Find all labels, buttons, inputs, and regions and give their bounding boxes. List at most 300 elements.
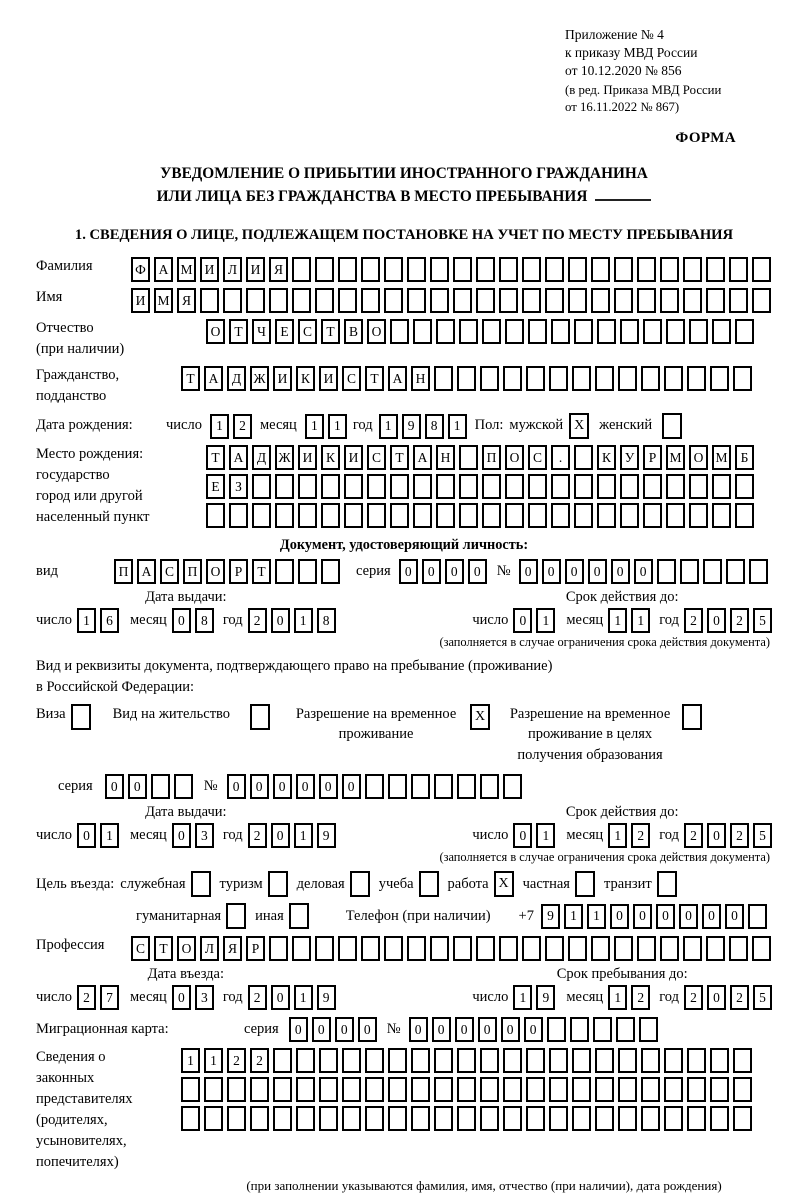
sex-female-checkbox[interactable] — [662, 413, 682, 439]
char-cell[interactable] — [597, 474, 616, 499]
char-cell[interactable] — [549, 1048, 568, 1073]
char-cell[interactable]: 0 — [633, 904, 652, 929]
char-cell[interactable]: 0 — [105, 774, 124, 799]
char-cell[interactable]: 9 — [536, 985, 555, 1010]
char-cell[interactable]: С — [298, 319, 317, 344]
char-cell[interactable]: 0 — [319, 774, 338, 799]
char-cell[interactable]: 0 — [271, 608, 290, 633]
char-cell[interactable]: Ч — [252, 319, 271, 344]
char-cell[interactable]: 2 — [684, 985, 703, 1010]
char-cell[interactable]: 0 — [227, 774, 246, 799]
char-cell[interactable] — [748, 904, 767, 929]
char-cell[interactable]: 8 — [195, 608, 214, 633]
char-cell[interactable] — [390, 319, 409, 344]
char-cell[interactable]: Д — [227, 366, 246, 391]
char-cell[interactable]: К — [321, 445, 340, 470]
char-cell[interactable] — [204, 1077, 223, 1102]
char-cell[interactable] — [367, 474, 386, 499]
char-cell[interactable]: О — [505, 445, 524, 470]
char-cell[interactable] — [618, 1077, 637, 1102]
char-cell[interactable]: 5 — [753, 985, 772, 1010]
char-cell[interactable]: 0 — [289, 1017, 308, 1042]
char-cell[interactable] — [482, 319, 501, 344]
char-cell[interactable] — [570, 1017, 589, 1042]
char-cell[interactable]: Т — [181, 366, 200, 391]
char-cell[interactable]: 0 — [172, 823, 191, 848]
char-cell[interactable]: О — [206, 319, 225, 344]
char-cell[interactable] — [680, 559, 699, 584]
char-cell[interactable] — [342, 1077, 361, 1102]
char-cell[interactable]: И — [131, 288, 150, 313]
char-cell[interactable]: 0 — [725, 904, 744, 929]
char-cell[interactable] — [338, 936, 357, 961]
char-cell[interactable] — [298, 559, 317, 584]
char-cell[interactable] — [292, 288, 311, 313]
char-cell[interactable]: 0 — [77, 823, 96, 848]
char-cell[interactable] — [315, 936, 334, 961]
char-cell[interactable] — [574, 445, 593, 470]
char-cell[interactable]: 1 — [204, 1048, 223, 1073]
char-cell[interactable]: 0 — [273, 774, 292, 799]
char-cell[interactable] — [618, 1048, 637, 1073]
char-cell[interactable]: 0 — [679, 904, 698, 929]
char-cell[interactable]: А — [413, 445, 432, 470]
char-cell[interactable] — [620, 319, 639, 344]
char-cell[interactable] — [683, 936, 702, 961]
char-cell[interactable] — [413, 503, 432, 528]
char-cell[interactable]: С — [342, 366, 361, 391]
char-cell[interactable]: А — [137, 559, 156, 584]
char-cell[interactable] — [591, 936, 610, 961]
char-cell[interactable] — [545, 257, 564, 282]
char-cell[interactable] — [319, 1077, 338, 1102]
char-cell[interactable] — [434, 1077, 453, 1102]
char-cell[interactable] — [726, 559, 745, 584]
char-cell[interactable] — [361, 288, 380, 313]
char-cell[interactable]: 8 — [317, 608, 336, 633]
temporary-residence-education-checkbox[interactable] — [682, 704, 702, 730]
char-cell[interactable]: 0 — [610, 904, 629, 929]
char-cell[interactable]: О — [367, 319, 386, 344]
char-cell[interactable]: 0 — [250, 774, 269, 799]
char-cell[interactable] — [388, 774, 407, 799]
char-cell[interactable] — [549, 1077, 568, 1102]
char-cell[interactable] — [250, 1106, 269, 1131]
char-cell[interactable] — [522, 936, 541, 961]
char-cell[interactable]: П — [114, 559, 133, 584]
char-cell[interactable] — [275, 559, 294, 584]
char-cell[interactable]: И — [298, 445, 317, 470]
char-cell[interactable] — [526, 1106, 545, 1131]
purpose-transit-checkbox[interactable] — [657, 871, 677, 897]
char-cell[interactable] — [595, 1106, 614, 1131]
char-cell[interactable] — [482, 503, 501, 528]
char-cell[interactable] — [643, 474, 662, 499]
char-cell[interactable] — [206, 503, 225, 528]
char-cell[interactable]: 3 — [195, 985, 214, 1010]
char-cell[interactable]: 0 — [296, 774, 315, 799]
char-cell[interactable]: 0 — [501, 1017, 520, 1042]
char-cell[interactable] — [344, 503, 363, 528]
char-cell[interactable] — [503, 366, 522, 391]
char-cell[interactable] — [436, 474, 455, 499]
char-cell[interactable]: 1 — [587, 904, 606, 929]
char-cell[interactable]: 9 — [317, 985, 336, 1010]
char-cell[interactable]: 0 — [565, 559, 584, 584]
char-cell[interactable] — [384, 288, 403, 313]
char-cell[interactable] — [411, 1106, 430, 1131]
char-cell[interactable] — [367, 503, 386, 528]
char-cell[interactable] — [551, 503, 570, 528]
char-cell[interactable] — [689, 319, 708, 344]
char-cell[interactable]: Р — [246, 936, 265, 961]
char-cell[interactable]: 3 — [195, 823, 214, 848]
char-cell[interactable] — [528, 474, 547, 499]
char-cell[interactable] — [480, 1077, 499, 1102]
char-cell[interactable] — [505, 474, 524, 499]
char-cell[interactable] — [434, 1106, 453, 1131]
char-cell[interactable] — [411, 1077, 430, 1102]
char-cell[interactable] — [181, 1077, 200, 1102]
char-cell[interactable]: М — [666, 445, 685, 470]
char-cell[interactable] — [710, 1077, 729, 1102]
char-cell[interactable]: Т — [365, 366, 384, 391]
char-cell[interactable]: Л — [200, 936, 219, 961]
char-cell[interactable]: 2 — [631, 985, 650, 1010]
char-cell[interactable] — [430, 257, 449, 282]
char-cell[interactable]: 0 — [468, 559, 487, 584]
char-cell[interactable] — [365, 1106, 384, 1131]
char-cell[interactable] — [522, 257, 541, 282]
char-cell[interactable]: Ж — [275, 445, 294, 470]
char-cell[interactable] — [660, 288, 679, 313]
char-cell[interactable] — [664, 1077, 683, 1102]
char-cell[interactable] — [572, 1106, 591, 1131]
char-cell[interactable]: 5 — [753, 608, 772, 633]
char-cell[interactable] — [503, 1048, 522, 1073]
char-cell[interactable]: И — [200, 257, 219, 282]
char-cell[interactable] — [664, 1106, 683, 1131]
char-cell[interactable]: Ф — [131, 257, 150, 282]
char-cell[interactable] — [710, 1048, 729, 1073]
char-cell[interactable] — [637, 936, 656, 961]
char-cell[interactable] — [729, 257, 748, 282]
char-cell[interactable] — [735, 319, 754, 344]
char-cell[interactable]: 1 — [294, 823, 313, 848]
char-cell[interactable] — [250, 1077, 269, 1102]
char-cell[interactable]: 0 — [358, 1017, 377, 1042]
char-cell[interactable] — [344, 474, 363, 499]
char-cell[interactable] — [275, 474, 294, 499]
char-cell[interactable]: 2 — [77, 985, 96, 1010]
char-cell[interactable] — [712, 319, 731, 344]
char-cell[interactable] — [390, 503, 409, 528]
char-cell[interactable] — [476, 936, 495, 961]
char-cell[interactable] — [503, 774, 522, 799]
char-cell[interactable] — [390, 474, 409, 499]
char-cell[interactable] — [618, 366, 637, 391]
char-cell[interactable]: 1 — [608, 608, 627, 633]
char-cell[interactable] — [572, 1048, 591, 1073]
purpose-tourism-checkbox[interactable] — [268, 871, 288, 897]
char-cell[interactable]: 0 — [312, 1017, 331, 1042]
char-cell[interactable]: Н — [436, 445, 455, 470]
char-cell[interactable]: 2 — [248, 823, 267, 848]
char-cell[interactable] — [706, 288, 725, 313]
char-cell[interactable]: Т — [321, 319, 340, 344]
char-cell[interactable] — [296, 1106, 315, 1131]
char-cell[interactable] — [660, 936, 679, 961]
char-cell[interactable] — [388, 1048, 407, 1073]
char-cell[interactable]: 0 — [335, 1017, 354, 1042]
char-cell[interactable] — [666, 319, 685, 344]
char-cell[interactable]: И — [344, 445, 363, 470]
char-cell[interactable]: Т — [154, 936, 173, 961]
char-cell[interactable] — [315, 257, 334, 282]
char-cell[interactable] — [706, 257, 725, 282]
char-cell[interactable]: У — [620, 445, 639, 470]
char-cell[interactable] — [459, 319, 478, 344]
char-cell[interactable] — [338, 257, 357, 282]
char-cell[interactable]: 6 — [100, 608, 119, 633]
char-cell[interactable] — [269, 288, 288, 313]
char-cell[interactable] — [298, 503, 317, 528]
char-cell[interactable] — [752, 936, 771, 961]
char-cell[interactable] — [434, 774, 453, 799]
char-cell[interactable]: А — [229, 445, 248, 470]
char-cell[interactable]: 1 — [536, 608, 555, 633]
char-cell[interactable] — [591, 288, 610, 313]
char-cell[interactable]: А — [204, 366, 223, 391]
char-cell[interactable]: 5 — [753, 823, 772, 848]
char-cell[interactable]: О — [177, 936, 196, 961]
char-cell[interactable] — [666, 503, 685, 528]
char-cell[interactable] — [683, 257, 702, 282]
char-cell[interactable] — [595, 366, 614, 391]
char-cell[interactable]: Ж — [250, 366, 269, 391]
char-cell[interactable] — [551, 319, 570, 344]
char-cell[interactable] — [476, 257, 495, 282]
char-cell[interactable] — [503, 1077, 522, 1102]
visa-checkbox[interactable] — [71, 704, 91, 730]
char-cell[interactable]: З — [229, 474, 248, 499]
char-cell[interactable]: 0 — [172, 608, 191, 633]
char-cell[interactable] — [388, 1106, 407, 1131]
char-cell[interactable] — [505, 319, 524, 344]
char-cell[interactable] — [551, 474, 570, 499]
char-cell[interactable] — [614, 936, 633, 961]
char-cell[interactable]: 8 — [425, 414, 444, 439]
char-cell[interactable] — [411, 1048, 430, 1073]
char-cell[interactable] — [430, 288, 449, 313]
char-cell[interactable] — [204, 1106, 223, 1131]
char-cell[interactable] — [292, 936, 311, 961]
char-cell[interactable]: Т — [252, 559, 271, 584]
char-cell[interactable]: 0 — [524, 1017, 543, 1042]
char-cell[interactable] — [687, 1048, 706, 1073]
char-cell[interactable] — [522, 288, 541, 313]
char-cell[interactable] — [319, 1048, 338, 1073]
char-cell[interactable] — [453, 936, 472, 961]
char-cell[interactable]: 0 — [455, 1017, 474, 1042]
char-cell[interactable] — [595, 1077, 614, 1102]
char-cell[interactable]: 0 — [399, 559, 418, 584]
char-cell[interactable] — [735, 503, 754, 528]
char-cell[interactable]: 0 — [271, 985, 290, 1010]
char-cell[interactable] — [503, 1106, 522, 1131]
char-cell[interactable] — [388, 1077, 407, 1102]
char-cell[interactable]: 0 — [513, 823, 532, 848]
char-cell[interactable] — [453, 257, 472, 282]
char-cell[interactable] — [597, 503, 616, 528]
char-cell[interactable] — [413, 319, 432, 344]
char-cell[interactable] — [545, 936, 564, 961]
char-cell[interactable] — [480, 366, 499, 391]
char-cell[interactable] — [459, 474, 478, 499]
char-cell[interactable]: 1 — [379, 414, 398, 439]
char-cell[interactable] — [298, 474, 317, 499]
char-cell[interactable] — [434, 366, 453, 391]
temporary-residence-checkbox[interactable]: X — [470, 704, 490, 730]
char-cell[interactable] — [568, 936, 587, 961]
char-cell[interactable]: 1 — [513, 985, 532, 1010]
char-cell[interactable] — [549, 366, 568, 391]
char-cell[interactable] — [246, 288, 265, 313]
char-cell[interactable] — [614, 257, 633, 282]
char-cell[interactable] — [384, 936, 403, 961]
char-cell[interactable]: Е — [275, 319, 294, 344]
char-cell[interactable] — [641, 1048, 660, 1073]
char-cell[interactable]: 1 — [100, 823, 119, 848]
char-cell[interactable]: Р — [229, 559, 248, 584]
char-cell[interactable]: С — [160, 559, 179, 584]
char-cell[interactable] — [706, 936, 725, 961]
char-cell[interactable] — [407, 288, 426, 313]
char-cell[interactable] — [480, 774, 499, 799]
char-cell[interactable]: 0 — [128, 774, 147, 799]
char-cell[interactable] — [664, 1048, 683, 1073]
char-cell[interactable] — [459, 503, 478, 528]
char-cell[interactable]: Н — [411, 366, 430, 391]
char-cell[interactable] — [480, 1048, 499, 1073]
char-cell[interactable] — [361, 257, 380, 282]
char-cell[interactable] — [436, 503, 455, 528]
char-cell[interactable] — [526, 1077, 545, 1102]
char-cell[interactable]: 1 — [210, 414, 229, 439]
char-cell[interactable] — [342, 1048, 361, 1073]
char-cell[interactable] — [689, 474, 708, 499]
char-cell[interactable]: Я — [177, 288, 196, 313]
char-cell[interactable] — [296, 1077, 315, 1102]
purpose-official-checkbox[interactable] — [191, 871, 211, 897]
char-cell[interactable] — [227, 1106, 246, 1131]
char-cell[interactable]: Л — [223, 257, 242, 282]
char-cell[interactable] — [657, 559, 676, 584]
char-cell[interactable] — [528, 503, 547, 528]
char-cell[interactable] — [547, 1017, 566, 1042]
char-cell[interactable]: 2 — [684, 823, 703, 848]
char-cell[interactable] — [660, 257, 679, 282]
char-cell[interactable]: 2 — [233, 414, 252, 439]
char-cell[interactable] — [269, 936, 288, 961]
char-cell[interactable] — [614, 288, 633, 313]
char-cell[interactable] — [365, 1048, 384, 1073]
char-cell[interactable] — [641, 1077, 660, 1102]
char-cell[interactable]: 0 — [422, 559, 441, 584]
char-cell[interactable]: 9 — [317, 823, 336, 848]
char-cell[interactable]: Т — [229, 319, 248, 344]
char-cell[interactable]: 2 — [631, 823, 650, 848]
char-cell[interactable] — [457, 774, 476, 799]
char-cell[interactable] — [252, 474, 271, 499]
char-cell[interactable]: К — [296, 366, 315, 391]
char-cell[interactable] — [526, 366, 545, 391]
char-cell[interactable] — [365, 1077, 384, 1102]
char-cell[interactable] — [574, 474, 593, 499]
char-cell[interactable]: 2 — [227, 1048, 246, 1073]
char-cell[interactable]: 1 — [294, 985, 313, 1010]
char-cell[interactable]: 0 — [656, 904, 675, 929]
char-cell[interactable]: 0 — [409, 1017, 428, 1042]
char-cell[interactable] — [181, 1106, 200, 1131]
char-cell[interactable]: 2 — [730, 608, 749, 633]
char-cell[interactable]: 0 — [478, 1017, 497, 1042]
char-cell[interactable] — [710, 366, 729, 391]
char-cell[interactable]: Я — [269, 257, 288, 282]
char-cell[interactable]: С — [528, 445, 547, 470]
char-cell[interactable]: 9 — [541, 904, 560, 929]
char-cell[interactable]: 9 — [402, 414, 421, 439]
char-cell[interactable] — [643, 503, 662, 528]
char-cell[interactable] — [480, 1106, 499, 1131]
char-cell[interactable] — [457, 1106, 476, 1131]
char-cell[interactable]: А — [154, 257, 173, 282]
char-cell[interactable]: 0 — [519, 559, 538, 584]
char-cell[interactable] — [321, 559, 340, 584]
char-cell[interactable]: Т — [390, 445, 409, 470]
char-cell[interactable] — [752, 257, 771, 282]
char-cell[interactable]: Р — [643, 445, 662, 470]
char-cell[interactable]: Д — [252, 445, 271, 470]
char-cell[interactable] — [689, 503, 708, 528]
char-cell[interactable] — [321, 503, 340, 528]
char-cell[interactable]: И — [273, 366, 292, 391]
purpose-business-checkbox[interactable] — [350, 871, 370, 897]
char-cell[interactable]: . — [551, 445, 570, 470]
char-cell[interactable] — [572, 1077, 591, 1102]
char-cell[interactable]: 0 — [634, 559, 653, 584]
char-cell[interactable] — [436, 319, 455, 344]
char-cell[interactable]: 1 — [181, 1048, 200, 1073]
char-cell[interactable] — [430, 936, 449, 961]
char-cell[interactable] — [338, 288, 357, 313]
char-cell[interactable]: 1 — [536, 823, 555, 848]
char-cell[interactable]: 0 — [542, 559, 561, 584]
char-cell[interactable] — [407, 936, 426, 961]
char-cell[interactable] — [666, 474, 685, 499]
char-cell[interactable]: О — [206, 559, 225, 584]
char-cell[interactable] — [227, 1077, 246, 1102]
char-cell[interactable]: 1 — [77, 608, 96, 633]
char-cell[interactable]: 1 — [564, 904, 583, 929]
char-cell[interactable]: М — [154, 288, 173, 313]
char-cell[interactable] — [574, 503, 593, 528]
char-cell[interactable] — [568, 257, 587, 282]
char-cell[interactable]: 1 — [631, 608, 650, 633]
char-cell[interactable] — [620, 474, 639, 499]
char-cell[interactable] — [292, 257, 311, 282]
char-cell[interactable] — [526, 1048, 545, 1073]
